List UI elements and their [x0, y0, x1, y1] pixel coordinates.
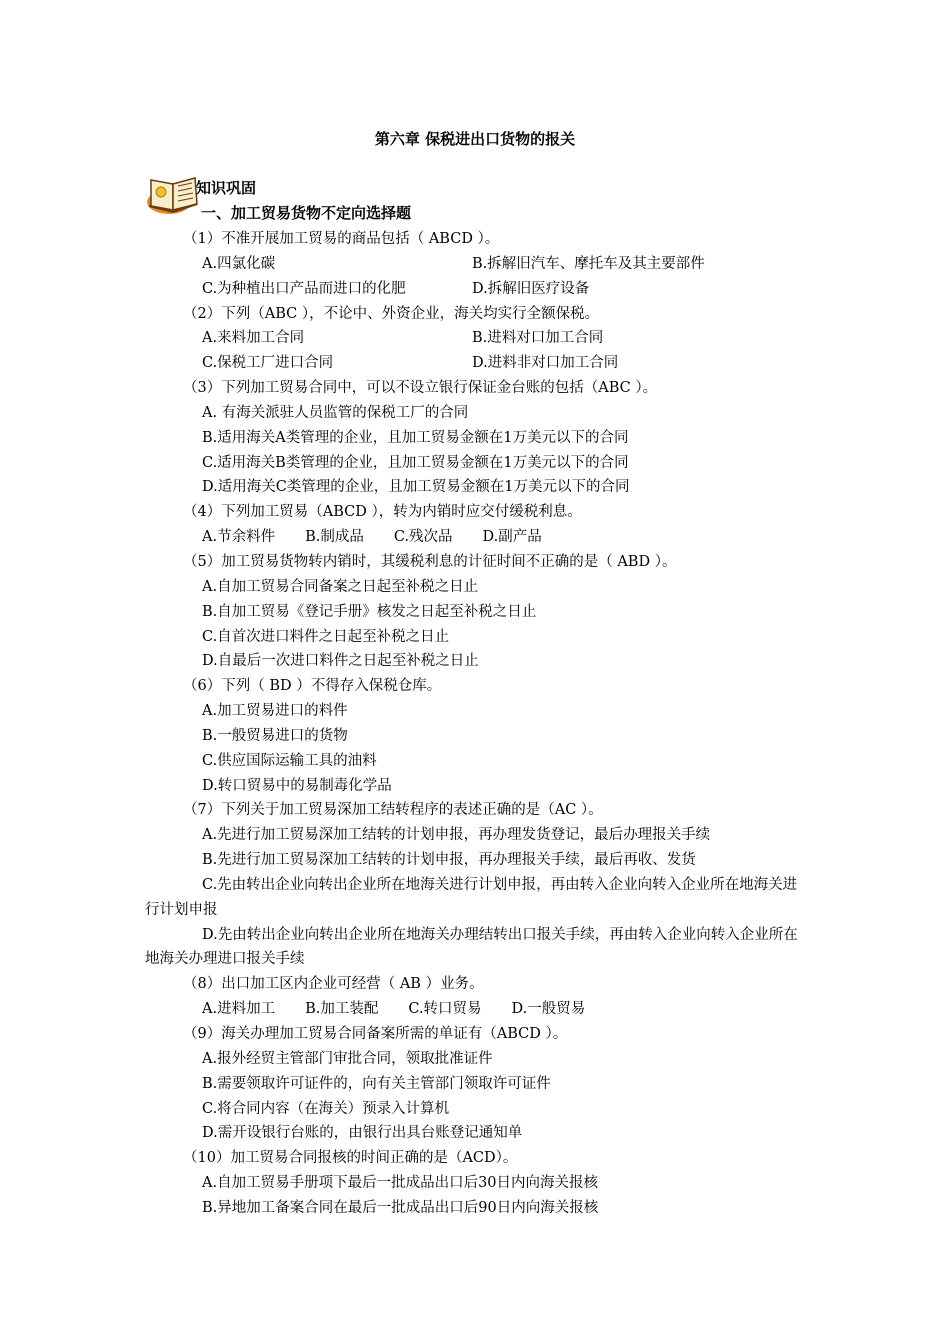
option: D.副产品 [482, 529, 542, 546]
question-stem: （4）下列加工贸易（ABCD ），转为内销时应交付缓税利息。 [183, 504, 582, 521]
option: A.报外经贸主管部门审批合同，领取批准证件 [202, 1050, 493, 1067]
option: B.拆解旧汽车、摩托车及其主要部件 [472, 255, 705, 272]
option: A.先进行加工贸易深加工结转的计划申报，再办理发货登记，最后办理报关手续 [202, 827, 711, 844]
option: D.需开设银行台账的，由银行出具台账登记通知单 [202, 1125, 523, 1142]
question-stem: （6）下列（ BD ）不得存入保税仓库。 [183, 678, 442, 695]
option: A.四氯化碳 [202, 255, 276, 272]
option: B.异地加工备案合同在最后一批成品出口后90日内向海关报核 [202, 1199, 599, 1216]
option: C.适用海关B类管理的企业，且加工贸易金额在1万美元以下的合同 [202, 454, 629, 471]
option: C.供应国际运输工具的油料 [202, 752, 377, 769]
option: A.来料加工合同 [202, 330, 305, 347]
section-heading: 知识巩固 [196, 179, 257, 197]
question-stem: （1）不准开展加工贸易的商品包括（ ABCD ）。 [183, 231, 500, 247]
option: A.自加工贸易合同备案之日起至补税之日止 [202, 578, 479, 595]
option: A.加工贸易进口的料件 [202, 703, 348, 720]
option: C.残次品 [393, 529, 453, 546]
question-stem: （10）加工贸易合同报核的时间正确的是（ACD）。 [183, 1150, 518, 1167]
question-stem: （7）下列关于加工贸易深加工结转程序的表述正确的是（AC ）。 [183, 802, 603, 819]
question-stem: （3）下列加工贸易合同中，可以不设立银行保证金台账的包括（ABC ）。 [183, 380, 658, 397]
option: B.进料对口加工合同 [472, 330, 604, 347]
option-row [145, 252, 815, 277]
option: B.一般贸易进口的货物 [202, 727, 348, 744]
page-title: 第六章 保税进出口货物的报关 [374, 130, 576, 148]
option: D.拆解旧医疗设备 [472, 280, 590, 297]
option: C.将合同内容（在海关）预录入计算机 [202, 1100, 450, 1117]
question-stem: （9）海关办理加工贸易合同备案所需的单证有（ABCD ）。 [183, 1026, 568, 1042]
option: B.需要领取许可证件的，向有关主管部门领取许可证件 [202, 1075, 551, 1092]
open-book-icon [145, 172, 203, 216]
option: D.先由转出企业向转出企业所在地海关办理结转出口报关手续，再由转入企业向转入企业所在地海关办理进口报关手续 [145, 926, 798, 968]
option: A.节余料件 [202, 529, 276, 546]
question-stem: （2）下列（ABC ），不论中、外资企业，海关均实行全额保税。 [183, 305, 600, 322]
question-list [145, 227, 815, 1221]
option: D.适用海关C类管理的企业，且加工贸易金额在1万美元以下的合同 [202, 479, 630, 496]
option: B.适用海关A类管理的企业，且加工贸易金额在1万美元以下的合同 [202, 429, 629, 446]
question-stem: （8）出口加工区内企业可经营（ AB ）业务。 [183, 976, 484, 993]
option: B.制成品 [305, 529, 364, 546]
option: D.一般贸易 [511, 1001, 586, 1018]
option-row [145, 997, 815, 1022]
option: A. 有海关派驻人员监管的保税工厂的合同 [202, 404, 469, 421]
option: C.为种植出口产品而进口的化肥 [202, 280, 406, 297]
question-stem: （5）加工贸易货物转内销时，其缓税利息的计征时间不正确的是（ ABD ）。 [183, 553, 677, 570]
option: D.自最后一次进口料件之日起至补税之日止 [202, 653, 479, 670]
option-row [145, 277, 815, 302]
option: B.先进行加工贸易深加工结转的计划申报，再办理报关手续，最后再收、发货 [202, 852, 696, 869]
option: D.进料非对口加工合同 [472, 355, 619, 372]
option: A.自加工贸易手册项下最后一批成品出口后30日内向海关报核 [202, 1175, 599, 1192]
option-row [145, 525, 815, 550]
option: B.自加工贸易《登记手册》核发之日起至补税之日止 [202, 603, 537, 620]
option: C.先由转出企业向转出企业所在地海关进行计划申报，再由转入企业向转入企业所在地海关进行计划申报 [145, 876, 798, 918]
option: A.进料加工 [202, 1001, 276, 1018]
subsection-heading: 一、加工贸易货物不定向选择题 [201, 204, 412, 222]
option: C.自首次进口料件之日起至补税之日止 [202, 628, 450, 645]
option-row [145, 326, 815, 351]
option: C.转口贸易 [408, 1001, 482, 1018]
option: D.转口贸易中的易制毒化学品 [202, 777, 392, 794]
option: B.加工装配 [305, 1001, 379, 1018]
option: C.保税工厂进口合同 [202, 355, 334, 372]
option-row [145, 351, 815, 376]
